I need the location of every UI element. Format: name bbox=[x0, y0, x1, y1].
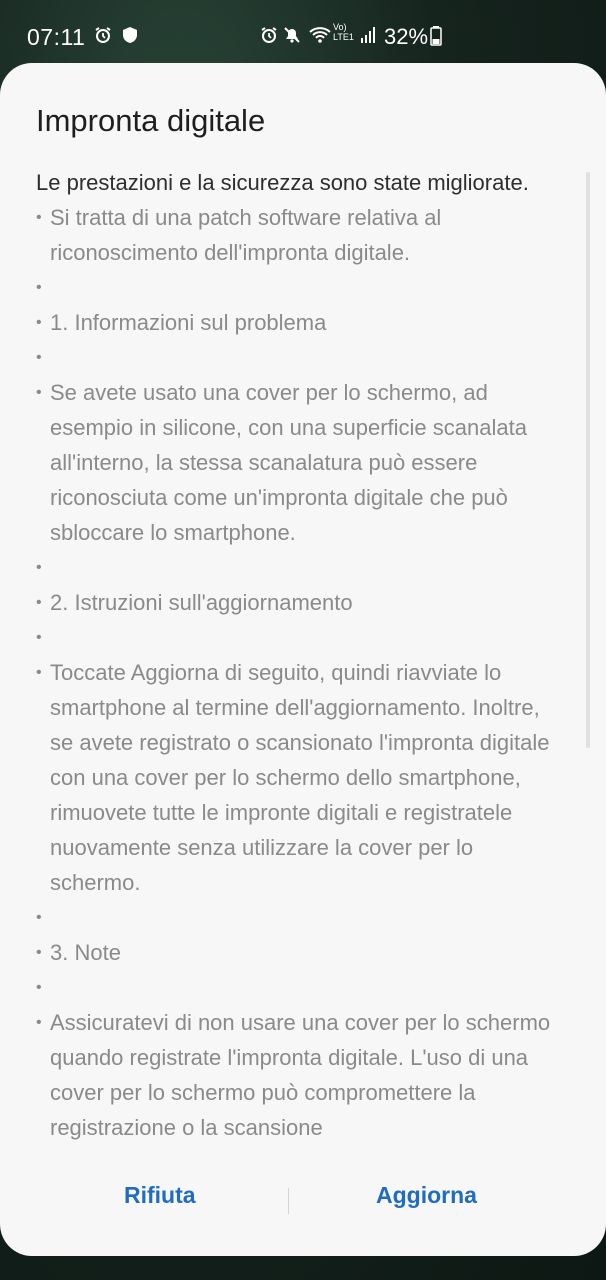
wifi-icon bbox=[309, 26, 331, 49]
battery-percentage: 32% bbox=[384, 24, 429, 49]
release-note-item bbox=[36, 970, 566, 1005]
release-note-item: • 3. Note bbox=[36, 935, 566, 970]
release-note-item: • Assicuratevi di non usare una cover per lo schermo quando registrate l'impronta digitale. L'uso di una cover per lo schermo può compromettere la registrazione o la scansione bbox=[36, 1005, 566, 1145]
dialog-intro: Le prestazioni e la sicurezza sono state migliorate. bbox=[36, 170, 529, 195]
content-scrollbar[interactable] bbox=[586, 172, 590, 748]
release-note-item: • 1. Informazioni sul problema bbox=[36, 305, 566, 340]
mute-icon bbox=[283, 26, 301, 49]
update-button[interactable]: Aggiorna bbox=[376, 1182, 477, 1208]
network-type bbox=[333, 22, 357, 42]
release-note-item bbox=[36, 900, 566, 935]
button-divider bbox=[288, 1188, 289, 1214]
release-note-item bbox=[36, 270, 566, 305]
release-note-item: • Toccate Aggiorna di seguito, quindi riavviate lo smartphone al termine dell'aggiornamento. Inoltre, se avete registrato o scansionato l'impronta digitale con una cover per lo schermo dello smartphone, rimuovete tutte le impronte digitali e registratele nuovamente senza utilizzare la cover per lo schermo. bbox=[36, 655, 566, 900]
status-time: 07:11 bbox=[27, 24, 86, 50]
network-label: Vo) LTE1 bbox=[333, 22, 354, 42]
shield-icon bbox=[122, 26, 138, 49]
decline-button[interactable]: Rifiuta bbox=[124, 1182, 196, 1208]
dialog-content[interactable] bbox=[36, 165, 566, 1169]
signal-icon bbox=[360, 26, 376, 49]
alarm-icon bbox=[94, 26, 112, 49]
dialog-title: Impronta digitale bbox=[36, 103, 266, 138]
release-note-item bbox=[36, 550, 566, 585]
alarm-icon bbox=[259, 26, 279, 49]
battery-icon bbox=[430, 26, 442, 51]
dialog-button-bar bbox=[0, 1170, 606, 1230]
release-note-item bbox=[36, 620, 566, 655]
release-notes-list bbox=[36, 200, 566, 1145]
release-note-item: • Si tratta di una patch software relativa al riconoscimento dell'impronta digitale. bbox=[36, 200, 566, 270]
release-note-item: • Se avete usato una cover per lo schermo, ad esempio in silicone, con una superficie scanalata all'interno, la stessa scanalatura può essere riconosciuta come un'impronta digitale che può sbloccare lo smartphone. bbox=[36, 375, 566, 550]
update-dialog bbox=[0, 63, 606, 1256]
release-note-item bbox=[36, 340, 566, 375]
release-note-item: • 2. Istruzioni sull'aggiornamento bbox=[36, 585, 566, 620]
